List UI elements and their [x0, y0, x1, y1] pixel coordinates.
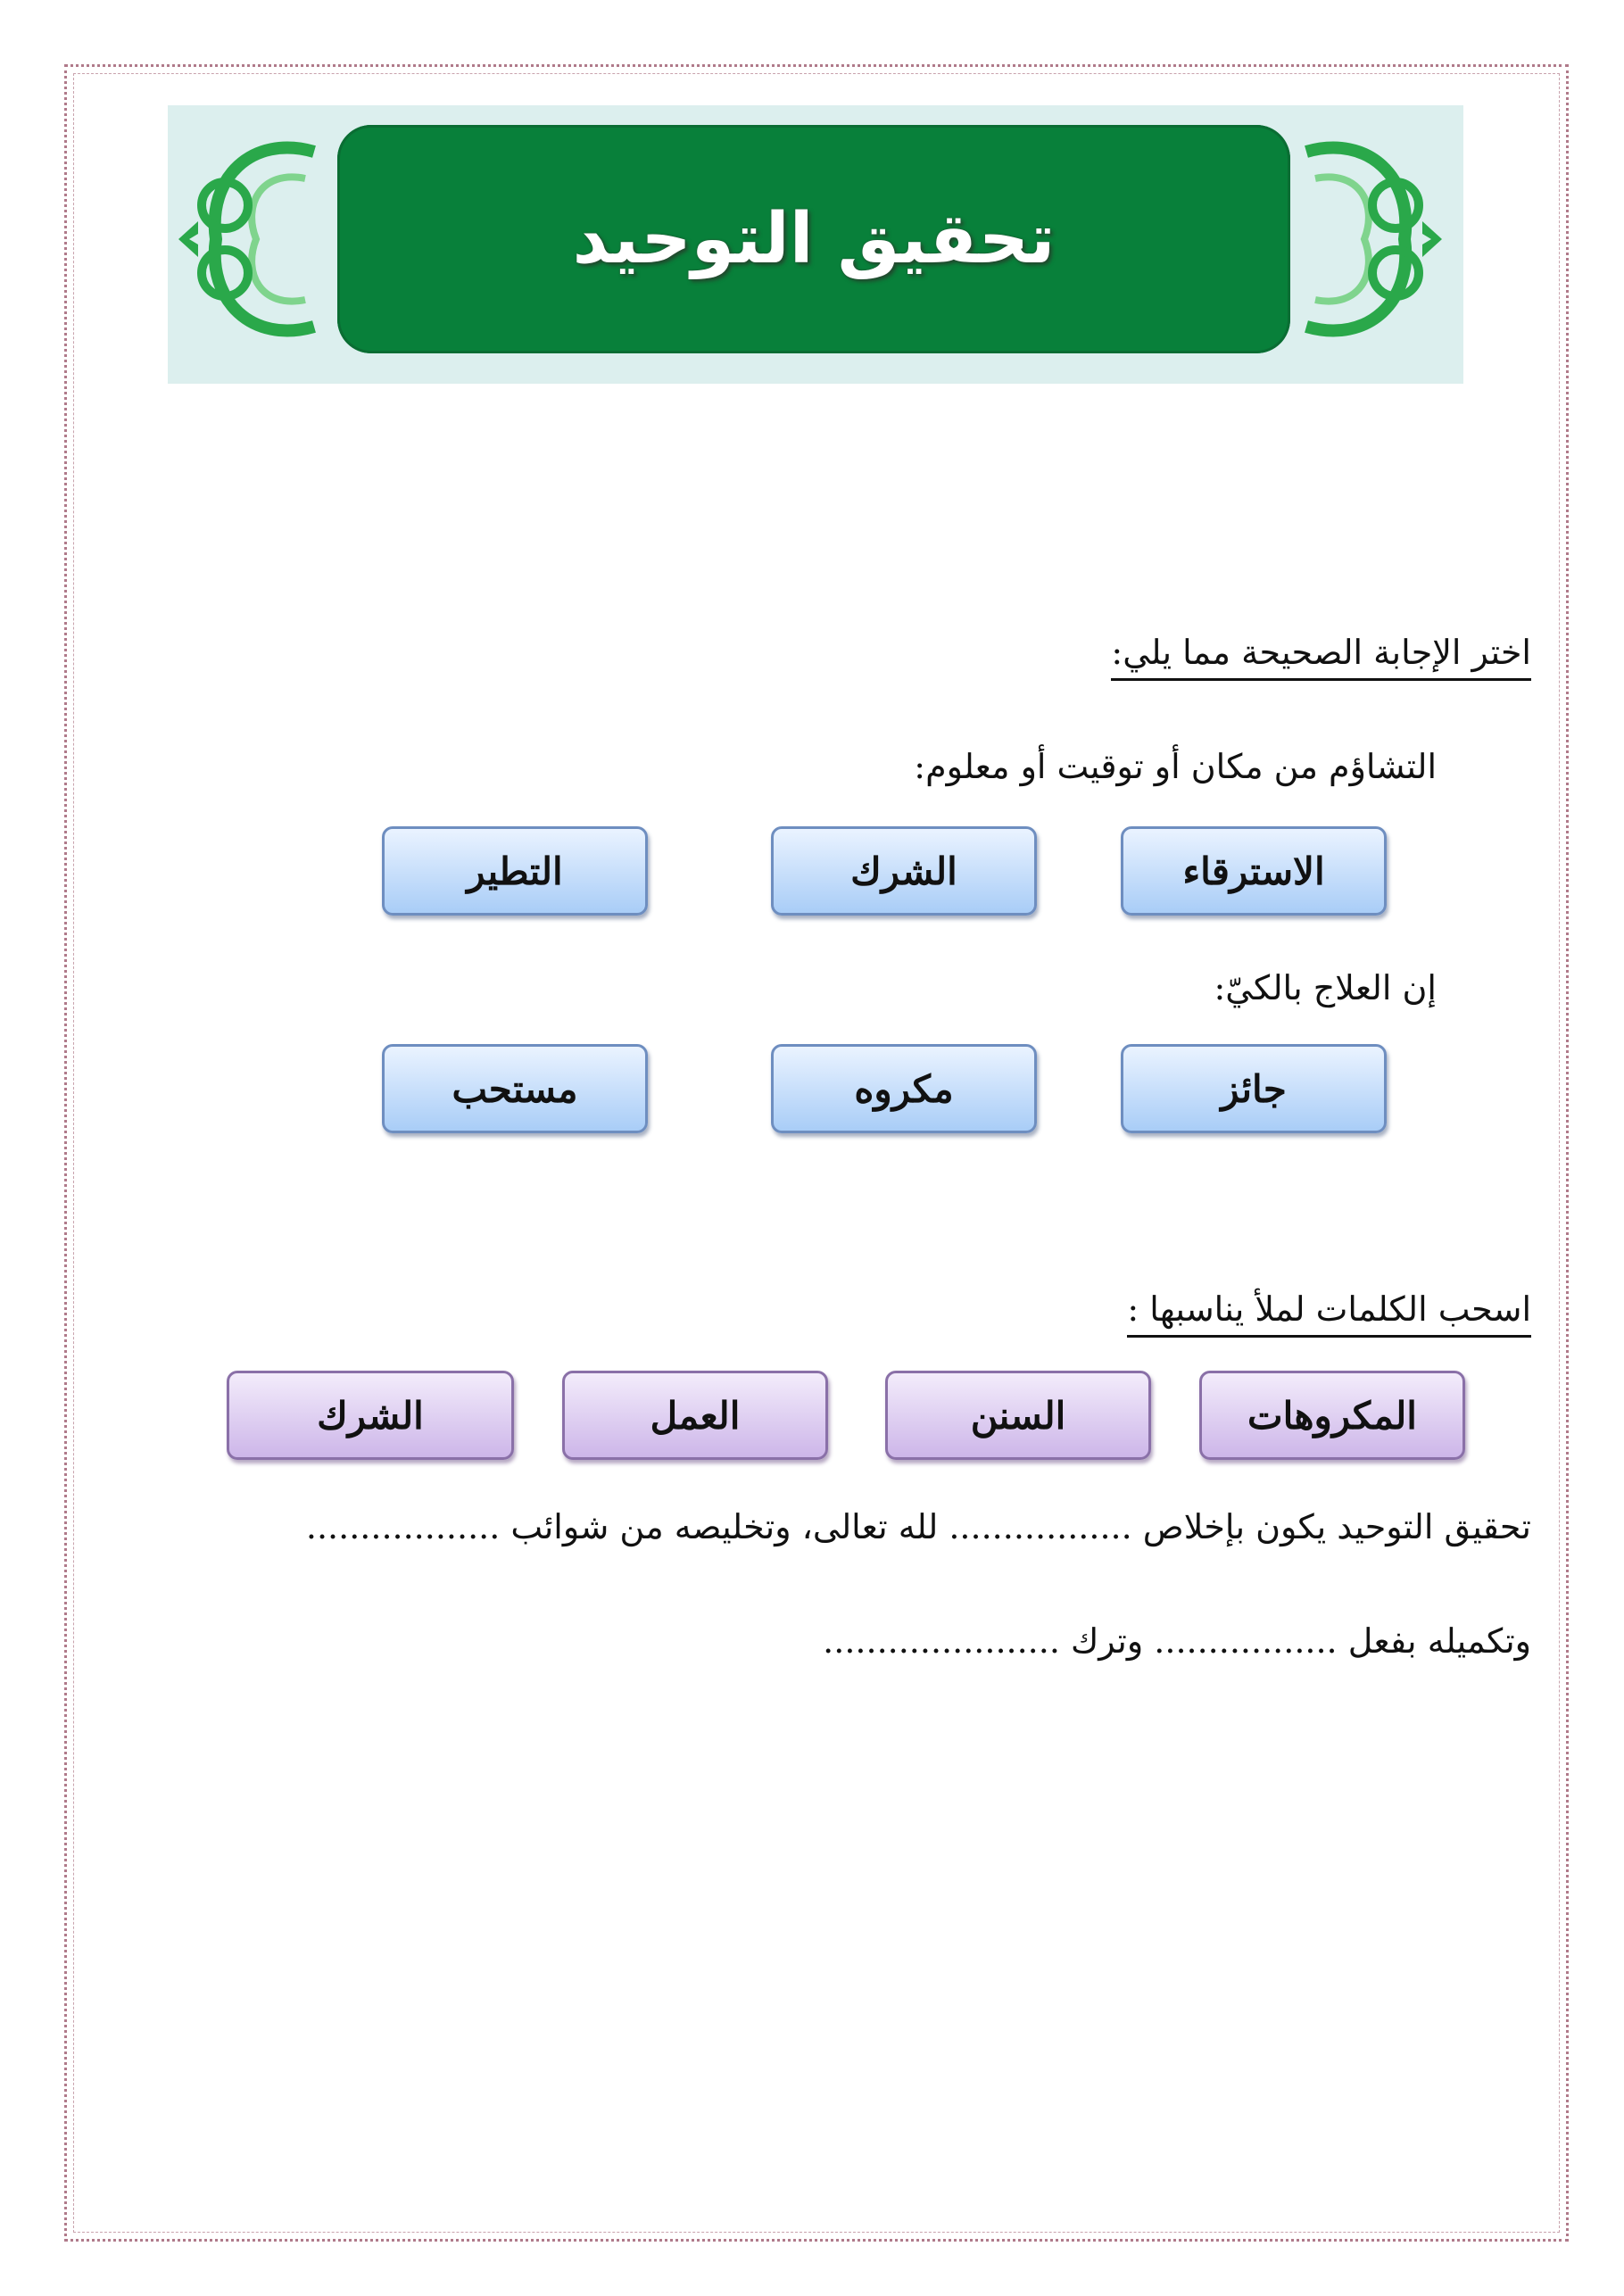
- q2-option-mustahab-button[interactable]: مستحب: [382, 1044, 648, 1133]
- ornament-left-icon: [171, 125, 332, 353]
- q1-option-shirk-button[interactable]: الشرك: [771, 826, 1037, 916]
- section2-heading: اسحب الكلمات لملأ يناسبها :: [1127, 1292, 1531, 1338]
- question2-text: إن العلاج بالكيّ:: [1214, 968, 1437, 1007]
- question1-text: التشاؤم من مكان أو توقيت أو معلوم:: [914, 747, 1437, 786]
- word-shirk-draggable[interactable]: الشرك: [227, 1371, 514, 1460]
- q1-option-istirqa-button[interactable]: الاسترقاء: [1121, 826, 1387, 916]
- word-amal-draggable[interactable]: العمل: [562, 1371, 828, 1460]
- page-border-inner: [73, 73, 1560, 2233]
- page-title: تحقيق التوحيد: [572, 199, 1056, 279]
- section1-heading: اختر الإجابة الصحيحة مما يلي:: [1111, 635, 1531, 681]
- ornament-right-icon: [1288, 125, 1449, 353]
- q2-option-makruh-button[interactable]: مكروه: [771, 1044, 1037, 1133]
- word-sunan-draggable[interactable]: السنن: [885, 1371, 1151, 1460]
- q1-option-tatayyur-button[interactable]: التطير: [382, 826, 648, 916]
- fill-sentence-2: وتكميله بفعل ................. وترك ......................: [823, 1621, 1531, 1661]
- banner-plate: [337, 125, 1290, 353]
- fill-sentence-1: تحقيق التوحيد يكون بإخلاص ................. لله تعالى، وتخليصه من شوائب ..................: [305, 1507, 1531, 1546]
- word-makruhat-draggable[interactable]: المكروهات: [1199, 1371, 1465, 1460]
- q2-option-jaiz-button[interactable]: جائز: [1121, 1044, 1387, 1133]
